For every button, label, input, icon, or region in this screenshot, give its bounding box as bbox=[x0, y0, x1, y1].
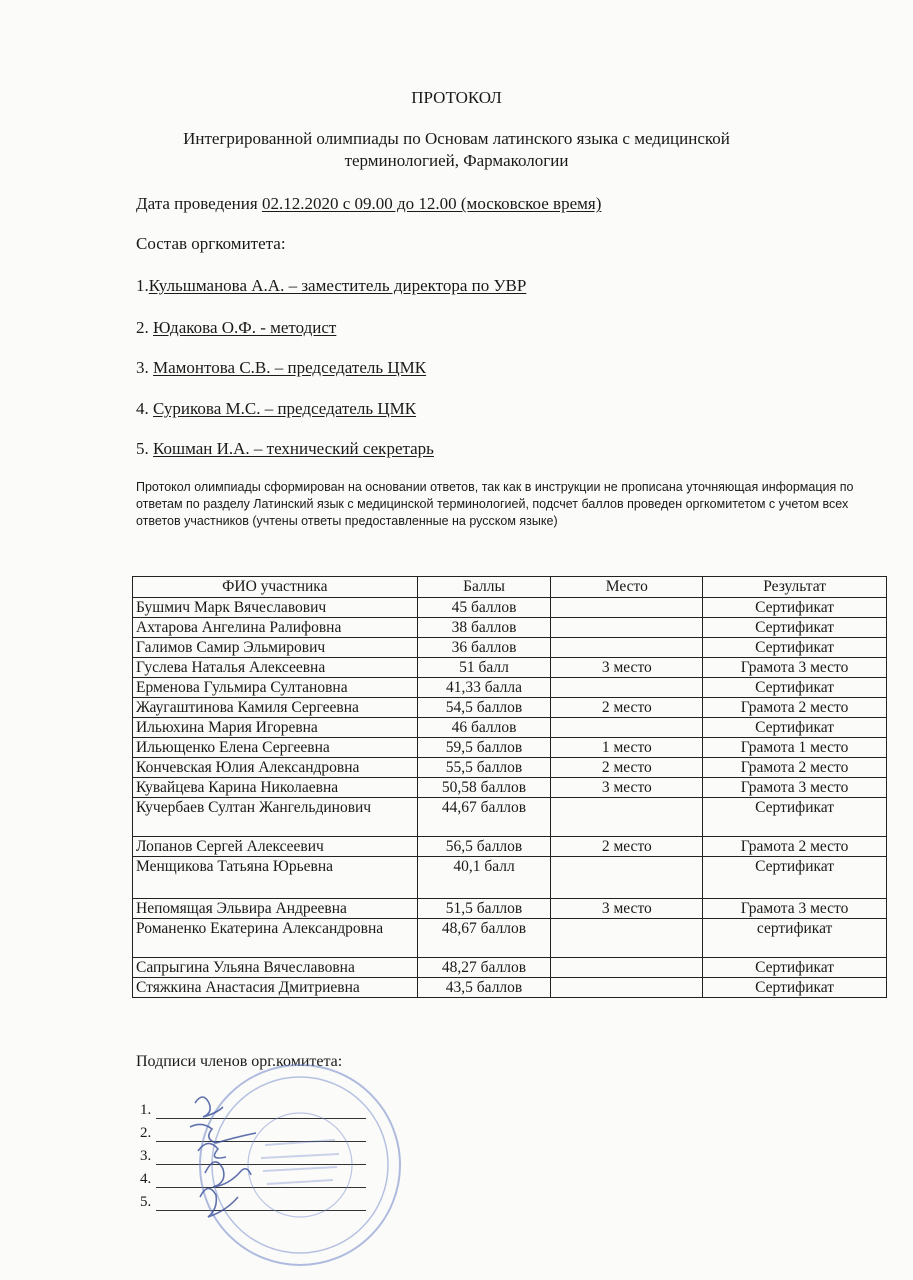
participant-place bbox=[551, 638, 703, 658]
participant-result: Сертификат bbox=[703, 598, 887, 618]
member-text: Кошман И.А. – технический секретарь bbox=[153, 439, 434, 458]
participant-score: 55,5 баллов bbox=[417, 758, 551, 778]
participant-name: Ахтарова Ангелина Ралифовна bbox=[133, 618, 418, 638]
table-row bbox=[133, 958, 887, 978]
member-text: Кульшманова А.А. – заместитель директора по УВР bbox=[148, 276, 527, 295]
participant-name: Ильюхина Мария Игоревна bbox=[133, 718, 418, 738]
participant-score: 38 баллов bbox=[417, 618, 551, 638]
participant-result: Сертификат bbox=[703, 958, 887, 978]
document-title: ПРОТОКОЛ bbox=[411, 88, 502, 107]
table-row bbox=[133, 658, 887, 678]
participant-result: Сертификат bbox=[703, 857, 887, 899]
participant-name: Стяжкина Анастасия Дмитриевна bbox=[133, 978, 418, 998]
participant-score: 51,5 баллов bbox=[417, 899, 551, 919]
participant-name: Ерменова Гульмира Султановна bbox=[133, 678, 418, 698]
participant-result: Сертификат bbox=[703, 978, 887, 998]
event-date bbox=[136, 194, 601, 214]
participant-result: Грамота 3 место bbox=[703, 899, 887, 919]
table-row bbox=[133, 978, 887, 998]
table-row bbox=[133, 837, 887, 857]
participant-name: Кувайцева Карина Николаевна bbox=[133, 778, 418, 798]
participant-score: 43,5 баллов bbox=[417, 978, 551, 998]
participant-result: Грамота 1 место bbox=[703, 738, 887, 758]
table-row bbox=[133, 758, 887, 778]
participant-score: 48,27 баллов bbox=[417, 958, 551, 978]
subtitle-line-1: Интегрированной олимпиады по Основам латинского языка с медицинской bbox=[183, 129, 730, 148]
table-row bbox=[133, 857, 887, 899]
signature-number: 4. bbox=[140, 1171, 152, 1187]
header-name: ФИО участника bbox=[133, 577, 418, 598]
participant-score: 44,67 баллов bbox=[417, 798, 551, 837]
participant-result: Грамота 2 место bbox=[703, 698, 887, 718]
participant-score: 50,58 баллов bbox=[417, 778, 551, 798]
table-row bbox=[133, 698, 887, 718]
header-place: Место bbox=[551, 577, 703, 598]
table-row bbox=[133, 718, 887, 738]
signatures-heading: Подписи членов орг.комитета: bbox=[136, 1053, 343, 1070]
table-header-row bbox=[133, 577, 887, 598]
participant-name: Гуслева Наталья Алексеевна bbox=[133, 658, 418, 678]
participant-result: Сертификат bbox=[703, 718, 887, 738]
table-row bbox=[133, 778, 887, 798]
member-number: 3. bbox=[136, 358, 153, 377]
committee-heading: Состав оргкомитета: bbox=[136, 234, 286, 253]
table-row bbox=[133, 618, 887, 638]
signature-number: 3. bbox=[140, 1148, 152, 1164]
participant-place bbox=[551, 618, 703, 638]
participant-place: 3 место bbox=[551, 899, 703, 919]
participant-result: Сертификат bbox=[703, 618, 887, 638]
participant-name: Сапрыгина Ульяна Вячеславовна bbox=[133, 958, 418, 978]
member-text: Мамонтова С.В. – председатель ЦМК bbox=[153, 358, 427, 377]
participant-name: Непомящая Эльвира Андреевна bbox=[133, 899, 418, 919]
participant-place bbox=[551, 978, 703, 998]
results-table bbox=[132, 576, 887, 998]
participant-result: Грамота 3 место bbox=[703, 658, 887, 678]
table-row bbox=[133, 919, 887, 958]
member-number: 5. bbox=[136, 439, 153, 458]
participant-name: Бушмич Марк Вячеславович bbox=[133, 598, 418, 618]
table-row bbox=[133, 678, 887, 698]
participant-place bbox=[551, 678, 703, 698]
participant-place: 2 место bbox=[551, 758, 703, 778]
committee-member bbox=[136, 399, 416, 419]
participant-name: Кучербаев Султан Жангельдинович bbox=[133, 798, 418, 837]
document-subtitle bbox=[0, 128, 913, 172]
participant-name: Жаугаштинова Камиля Сергеевна bbox=[133, 698, 418, 718]
participant-place: 2 место bbox=[551, 698, 703, 718]
participant-name: Ильющенко Елена Сергеевна bbox=[133, 738, 418, 758]
table-row bbox=[133, 738, 887, 758]
participant-place: 3 место bbox=[551, 778, 703, 798]
participant-result: сертификат bbox=[703, 919, 887, 958]
participant-score: 36 баллов bbox=[417, 638, 551, 658]
participant-result: Сертификат bbox=[703, 678, 887, 698]
handwritten-signatures bbox=[150, 1085, 350, 1225]
participant-result: Сертификат bbox=[703, 798, 887, 837]
participant-result: Грамота 3 место bbox=[703, 778, 887, 798]
participant-result: Сертификат bbox=[703, 638, 887, 658]
participant-score: 59,5 баллов bbox=[417, 738, 551, 758]
participant-score: 45 баллов bbox=[417, 598, 551, 618]
committee-member bbox=[136, 318, 336, 338]
signature-number: 1. bbox=[140, 1102, 152, 1118]
committee-member bbox=[136, 439, 434, 459]
participant-name: Галимов Самир Эльмирович bbox=[133, 638, 418, 658]
table-row bbox=[133, 798, 887, 837]
participant-score: 41,33 балла bbox=[417, 678, 551, 698]
member-number: 1. bbox=[136, 276, 149, 295]
participant-place bbox=[551, 598, 703, 618]
subtitle-line-2: терминологией, Фармакологии bbox=[344, 151, 569, 170]
table-row bbox=[133, 598, 887, 618]
member-number: 4. bbox=[136, 399, 153, 418]
participant-score: 54,5 баллов bbox=[417, 698, 551, 718]
participant-result: Грамота 2 место bbox=[703, 758, 887, 778]
member-text: Юдакова О.Ф. - методист bbox=[153, 318, 337, 337]
member-number: 2. bbox=[136, 318, 153, 337]
participant-result: Грамота 2 место bbox=[703, 837, 887, 857]
participant-place bbox=[551, 718, 703, 738]
participant-name: Лопанов Сергей Алексеевич bbox=[133, 837, 418, 857]
date-value: 02.12.2020 с 09.00 до 12.00 (московское время) bbox=[261, 194, 602, 213]
committee-member bbox=[136, 276, 526, 296]
participant-place: 2 место bbox=[551, 837, 703, 857]
participant-name: Романенко Екатерина Александровна bbox=[133, 919, 418, 958]
member-text: Сурикова М.С. – председатель ЦМК bbox=[153, 399, 417, 418]
protocol-note: Протокол олимпиады сформирован на основании ответов, так как в инструкции не прописана уточняющая информация по ответам по разделу Латинский язык с медицинской терминологией, подсчет баллов проведен оргкомитетом с учетом всех ответов участников (учтены ответы предоставленные на русском языке) bbox=[136, 480, 854, 528]
participant-name: Менщикова Татьяна Юрьевна bbox=[133, 857, 418, 899]
table-row bbox=[133, 899, 887, 919]
table-row bbox=[133, 638, 887, 658]
participant-score: 40,1 балл bbox=[417, 857, 551, 899]
participant-score: 46 баллов bbox=[417, 718, 551, 738]
committee-member bbox=[136, 358, 426, 378]
participant-name: Кончевская Юлия Александровна bbox=[133, 758, 418, 778]
participant-place bbox=[551, 798, 703, 837]
date-label: Дата проведения bbox=[136, 194, 262, 213]
participant-score: 51 балл bbox=[417, 658, 551, 678]
participant-place bbox=[551, 919, 703, 958]
participant-place: 3 место bbox=[551, 658, 703, 678]
participant-score: 56,5 баллов bbox=[417, 837, 551, 857]
participant-place bbox=[551, 857, 703, 899]
participant-place bbox=[551, 958, 703, 978]
participant-place: 1 место bbox=[551, 738, 703, 758]
participant-score: 48,67 баллов bbox=[417, 919, 551, 958]
header-score: Баллы bbox=[417, 577, 551, 598]
signature-number: 5. bbox=[140, 1194, 152, 1210]
signature-number: 2. bbox=[140, 1125, 152, 1141]
header-result: Результат bbox=[703, 577, 887, 598]
